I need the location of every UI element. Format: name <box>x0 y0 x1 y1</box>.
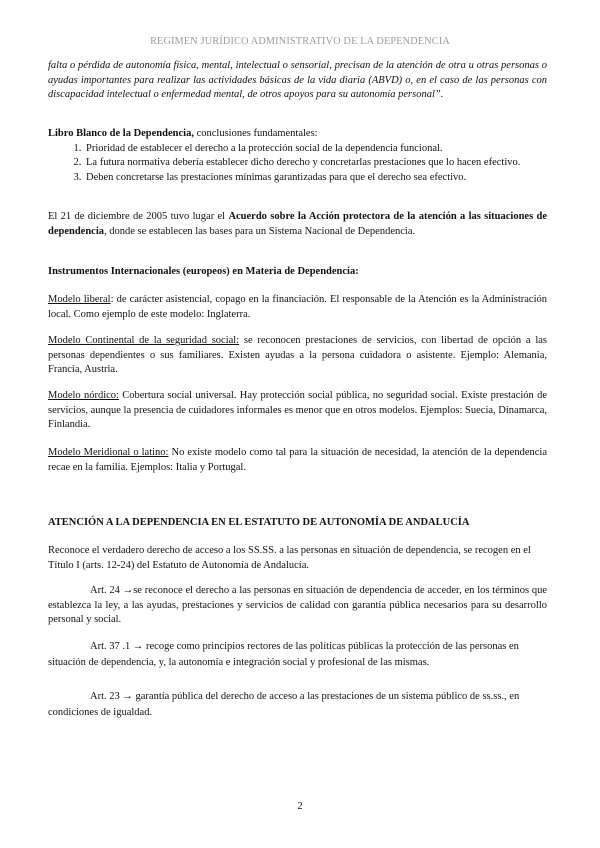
acuerdo-pre: El 21 de diciembre de 2005 tuvo lugar el <box>48 211 229 222</box>
libro-blanco-heading <box>48 127 547 142</box>
acuerdo-bold: Acuerdo sobre la Acción protectora de la atención a las situaciones de dependencia <box>48 211 548 237</box>
libro-blanco-rest: conclusiones fundamentales: <box>193 128 318 139</box>
model-text: : de carácter asistencial, copago en la financiación. El responsable de la Atención es la Administración local. Como ejemplo de este modelo: Inglaterra. <box>48 294 547 320</box>
acuerdo-paragraph <box>48 210 547 239</box>
acuerdo-post: , donde se establecen las bases para un Sistema Nacional de Dependencia. <box>104 225 416 237</box>
model-paragraph <box>48 446 547 475</box>
model-paragraph <box>48 389 547 433</box>
intro-quote: falta o pérdida de autonomía física, mental, intelectual o sensorial, precisan de la atención de otra u otras personas o ayudas importantes para realizar las actividades básicas de la vida diaria (ABVD) o, en el caso de las personas con discapacidad intelectual o enfermedad mental, de otros apoyos para su autonomía personal”. <box>48 60 547 100</box>
model-paragraph <box>48 293 547 322</box>
article-paragraph: Art. 37 .1 → recoge como principios rectores de las políticas públicas la protección de las personas en situación de dependencia, y, la autonomía e integración social y profesional de las mismas. <box>48 641 519 668</box>
list-item: 1. Prioridad de establecer el derecho a la protección social de la dependencia funcional. <box>84 142 547 157</box>
model-paragraph <box>48 334 547 378</box>
section-title: ATENCIÓN A LA DEPENDENCIA EN EL ESTATUTO DE AUTONOMÍA DE ANDALUCÍA <box>48 517 470 528</box>
instrumentos-heading: Instrumentos Internacionales (europeos) en Materia de Dependencia: <box>48 266 359 277</box>
article-paragraph: Art. 24 →se reconoce el derecho a las personas en situación de dependencia de acceder, en los términos que establezca la ley, a las ayudas, prestaciones y servicios de calidad con garantía pública necesarios para su desarrollo personal y social. <box>48 585 547 625</box>
libro-blanco-list <box>48 142 547 186</box>
libro-blanco-section <box>48 127 547 185</box>
libro-blanco-title: Libro Blanco de la Dependencia, <box>48 128 194 139</box>
model-name: Modelo nórdico: <box>48 390 119 401</box>
model-name: Modelo liberal <box>48 294 111 305</box>
model-name: Modelo Continental de la seguridad social: <box>48 335 240 346</box>
model-text: Cobertura social universal. Hay protección social pública, no seguridad social. Existe prestación de servicios, aunque la presencia de cuidadores informales es menor que en otros modelos. Ejemplos: Suecia, Dinamarca, Finlandia. <box>48 390 547 430</box>
list-item: 2. La futura normativa debería establecer dicho derecho y concretarlas prestaciones que lo hacen efectivo. <box>84 156 547 171</box>
model-text: No existe modelo como tal para la situación de necesidad, la atención de la dependencia recae en la familia. Ejemplos: Italia y Portugal. <box>48 447 547 473</box>
page-number: 2 <box>297 801 303 812</box>
model-name: Modelo Meridional o latino: <box>48 447 169 458</box>
model-text: se reconocen prestaciones de servicios, con libertad de opción a las personas dependientes o sus familiares. Existen ayudas a la persona cuidadora o asistente. Ejemplo: Alemania, Francia, Austria. <box>48 335 547 375</box>
list-item: 3. Deben concretarse las prestaciones mínimas garantizadas para que el derecho sea efectivo. <box>84 171 547 186</box>
running-header: REGIMEN JURÍDICO ADMINISTRATIVO DE LA DEPENDENCIA <box>150 36 450 47</box>
article-paragraph: Art. 23 → garantía pública del derecho de acceso a las prestaciones de un sistema público de ss.ss., en condiciones de igualdad. <box>48 691 520 718</box>
section-intro: Reconoce el verdadero derecho de acceso a los SS.SS. a las personas en situación de dependencia, se recogen en el Título I (arts. 12-24) del Estatuto de Autonomía de Andalucía. <box>48 545 531 571</box>
